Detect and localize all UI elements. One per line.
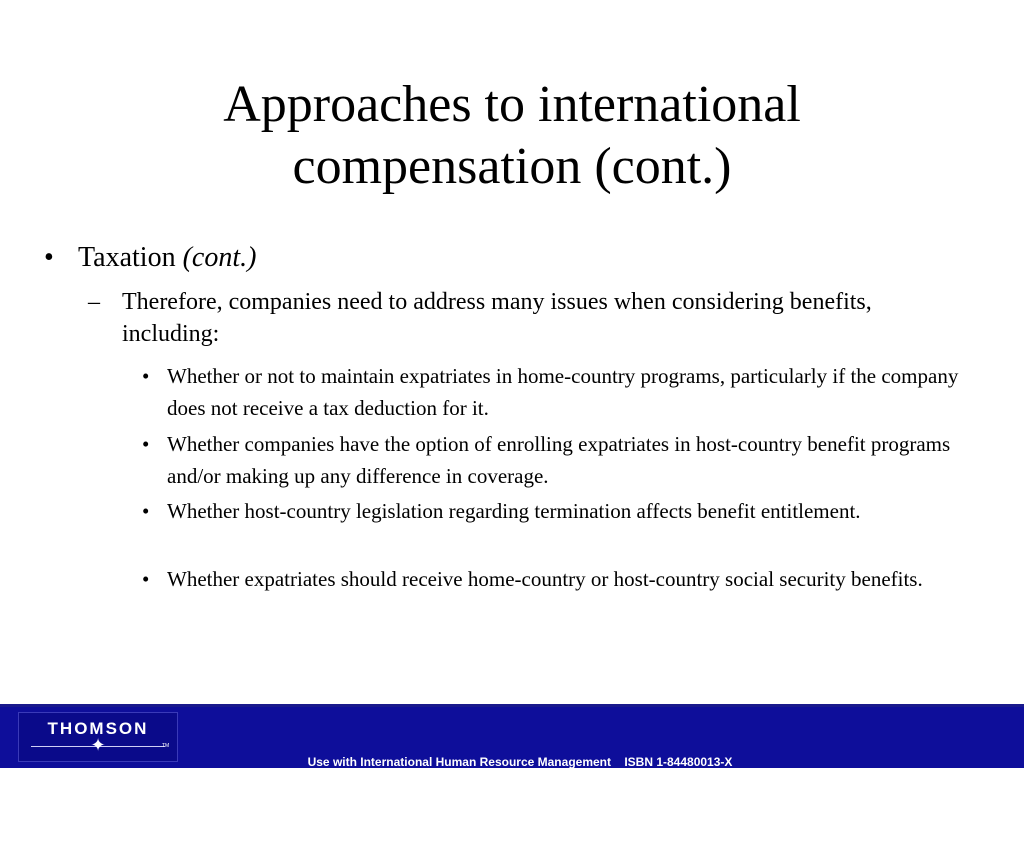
bullet-main-text: Taxation [78, 242, 176, 273]
bullet-italic-suffix: (cont.) [182, 242, 257, 273]
footer-bar [0, 707, 1024, 820]
bullet-marker: • [142, 364, 150, 388]
thomson-logo [18, 712, 178, 762]
trademark-mark: TM [162, 743, 170, 749]
title-line-2: compensation (cont.) [292, 138, 732, 195]
title-line-1: Approaches to international [223, 76, 801, 133]
bullet-marker: • [142, 499, 150, 523]
logo-wordmark: THOMSON [47, 719, 149, 738]
issue-text: Whether or not to maintain expatriates in home-country programs, particularly if the company does not receive a tax deduction for it. [167, 364, 959, 420]
footer-line-2: Published by Thomson Learning © Peter Dowling and Denice Welch [322, 806, 717, 820]
bullet-marker: • [44, 242, 54, 273]
issue-text: Whether host-country legislation regarding termination affects benefit entitlement. [167, 499, 861, 523]
issue-text: Whether expatriates should receive home-country or host-country social security benefits. [167, 567, 923, 591]
bullet-text [78, 240, 256, 276]
issue-text: Whether companies have the option of enrolling expatriates in host-country benefit programs and/or making up any difference in coverage. [167, 432, 951, 488]
bullet-marker: • [142, 567, 150, 591]
footer-line-1: Use with International Human Resource Management ISBN 1-84480013-X [307, 755, 733, 769]
bullet-marker: • [142, 432, 150, 456]
dash-marker: – [88, 289, 100, 315]
slide-title [0, 74, 1024, 198]
star-icon: ✦ [90, 735, 106, 756]
sub-bullet-text: Therefore, companies need to address many issues when considering benefits, including: [122, 289, 872, 347]
footer-credits [200, 720, 840, 856]
